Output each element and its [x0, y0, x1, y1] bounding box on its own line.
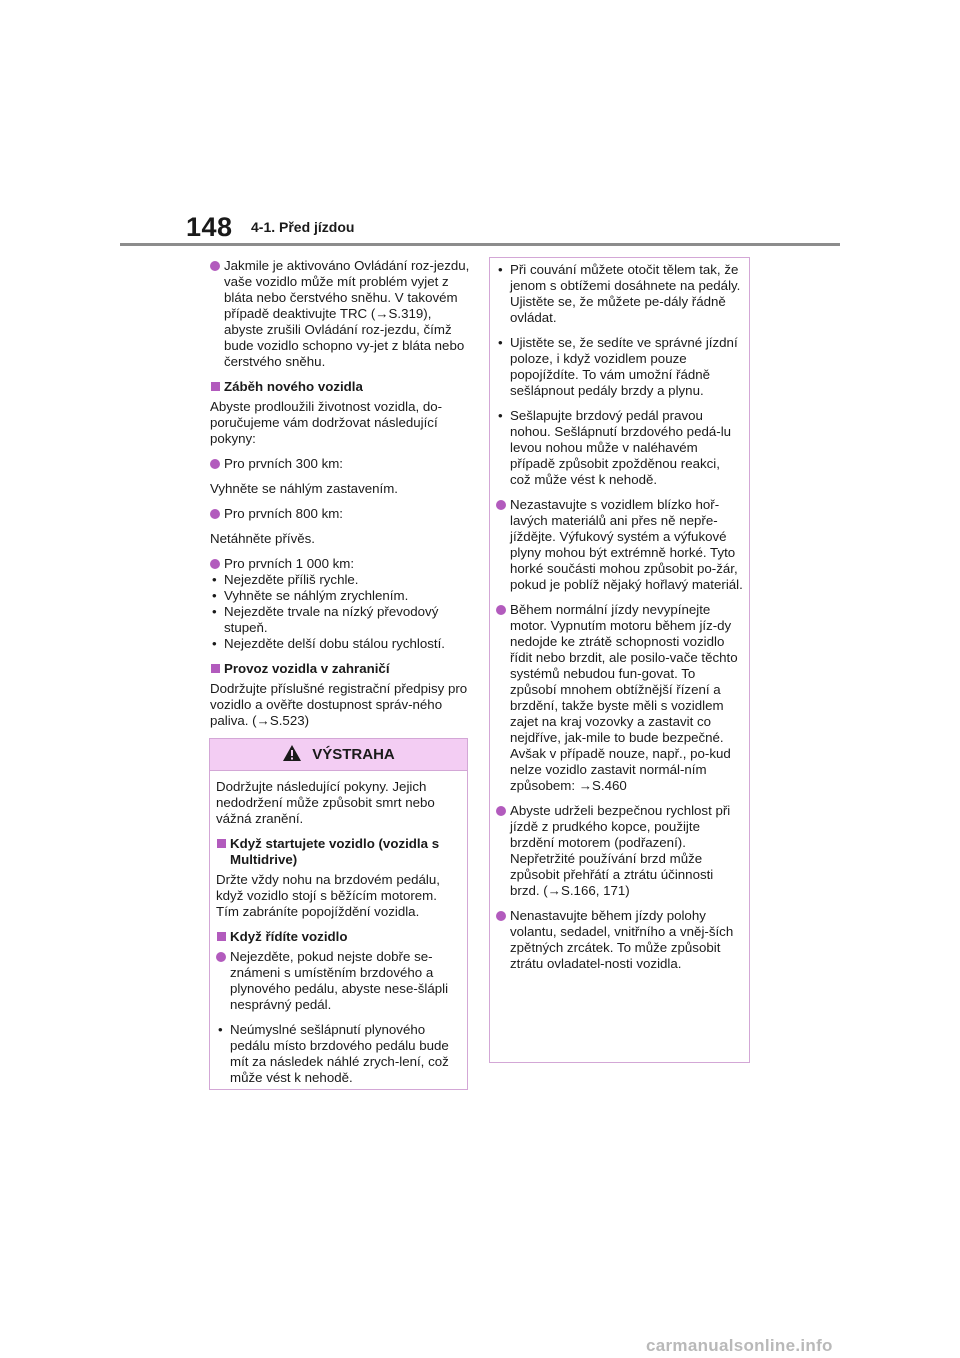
warning-bullet: Nejezděte, pokud nejste dobře se-známeni s umístěním brzdového a plynového pedálu, abyste nese-šlápli nesprávný pedál.: [216, 949, 462, 1013]
warning-triangle-icon: [282, 744, 302, 766]
breakin-heading: Záběh nového vozidla: [210, 379, 472, 395]
page-number: 148: [186, 212, 233, 242]
warning-box: [209, 738, 468, 1090]
warning-list: [216, 1022, 462, 1086]
bullet-item: Jakmile je aktivováno Ovládání roz-jezdu, vaše vozidlo může mít problém vyjet z bláta nebo čerstvého sněhu. V takovém případě deaktivujte TRC (→S.319), abyste zrušili Ovládání roz-jezdu, čímž bude vozidlo schopno vy-jet z bláta nebo čerstvého sněhu.: [210, 258, 472, 370]
list-item: • Neúmyslné sešlápnutí plynového pedálu místo brzdového pedálu bude mít za následek náhlé zrych-lení, což může vést k nehodě.: [216, 1022, 462, 1086]
right-warning-continuation: [489, 257, 750, 1063]
list-item: • Při couvání můžete otočit tělem tak, že jenom s obtížemi dosáhnete na pedály. Ujistěte se, že můžete pe-dály řádně ovládat.: [496, 262, 743, 326]
bullet-item: Abyste udrželi bezpečnou rychlost při jízdě z prudkého kopce, použijte brzdění motorem (podřazení). Nepřetržité používání brzd může způsobit přehřátí a ztrátu účinnosti brzd. (→S.166, 171): [496, 803, 743, 899]
list-item: • Sešlapujte brzdový pedál pravou nohou. Sešlápnutí brzdového pedá-lu levou nohou může v naléhavém případě způsobit zpožděnou reakci, což může vést k nehodě.: [496, 408, 743, 488]
header-rule: [120, 243, 840, 246]
warning-text-start: Držte vždy nohu na brzdovém pedálu, když vozidlo stojí s běžícím motorem. Tím zabráníte popojíždění vozidla.: [216, 872, 440, 919]
bullet-800km: Pro prvních 800 km:: [210, 506, 472, 522]
left-column: [210, 258, 472, 738]
warning-heading-start: Když startujete vozidlo (vozidla s Multidrive): [216, 836, 462, 868]
abroad-text: Dodržujte příslušné registrační předpisy pro vozidlo a ověřte dostupnost správ-ného paliva. (→S.523): [210, 681, 468, 728]
list-item: • Nejezděte trvale na nízký převodový stupeň.: [210, 604, 472, 636]
bullet-item: Nezastavujte s vozidlem blízko hoř-lavých materiálů ani přes ně nepře-jíždějte. Výfukový systém a výfukové plyny mohou být extrémně horké. Tyto horké součásti mohou způsobit po-žár, pokud je poblíž nějaký hořlavý materiál.: [496, 497, 743, 593]
text-800km: Netáhněte přívěs.: [210, 531, 315, 546]
list-item: • Ujistěte se, že sedíte ve správné jízdní poloze, i když vozidlem pouze popojíždíte. To vám umožní řádně sešlápnout pedály brzdy a plynu.: [496, 335, 743, 399]
list-item: • Nejezděte příliš rychle.: [210, 572, 472, 588]
bullet-300km: Pro prvních 300 km:: [210, 456, 472, 472]
warning-intro: Dodržujte následující pokyny. Jejich nedodržení může způsobit smrt nebo vážná zranění.: [216, 779, 435, 826]
warning-header: [210, 739, 467, 771]
bullet-item: Během normální jízdy nevypínejte motor. Vypnutím motoru během jíz-dy nedojde ke ztrátě schopnosti vozidlo řídit nebo brzdit, ale posilo-vače těchto systémů nebudou fun-govat. To způsobí mnohem obtížnější řízení a brzdění, takže byste měli s vozidlem zajet na kraj vozovky a zastavit co nejdříve, jak-mile to bude bezpečné. Avšak v případě nouze, např., po-kud nelze vozidlo zastavit normál-ním způsobem: →S.460: [496, 602, 743, 794]
warning-body: [210, 771, 467, 1086]
text-300km: Vyhněte se náhlým zastavením.: [210, 481, 398, 496]
bullet-1000km: Pro prvních 1 000 km:: [210, 556, 472, 572]
warning-heading-driving: Když řídíte vozidlo: [216, 929, 462, 945]
abroad-heading: Provoz vozidla v zahraničí: [210, 661, 472, 677]
list-item: • Vyhněte se náhlým zrychlením.: [210, 588, 472, 604]
section-title: 4-1. Před jízdou: [251, 219, 355, 235]
bullet-item: Nenastavujte během jízdy polohy volantu, sedadel, vnitřního a vněj-ších zpětných zrcátek. To může způsobit ztrátu ovladatel-nosti vozidla.: [496, 908, 743, 972]
watermark: carmanualsonline.info: [646, 1336, 833, 1355]
list-item: • Nejezděte delší dobu stálou rychlostí.: [210, 636, 472, 652]
right-list: [496, 262, 743, 488]
breakin-text: Abyste prodloužili životnost vozidla, do-poručujeme vám dodržovat následující pokyny:: [210, 399, 443, 446]
list-1000km: [210, 572, 472, 652]
warning-title: VÝSTRAHA: [312, 746, 395, 763]
